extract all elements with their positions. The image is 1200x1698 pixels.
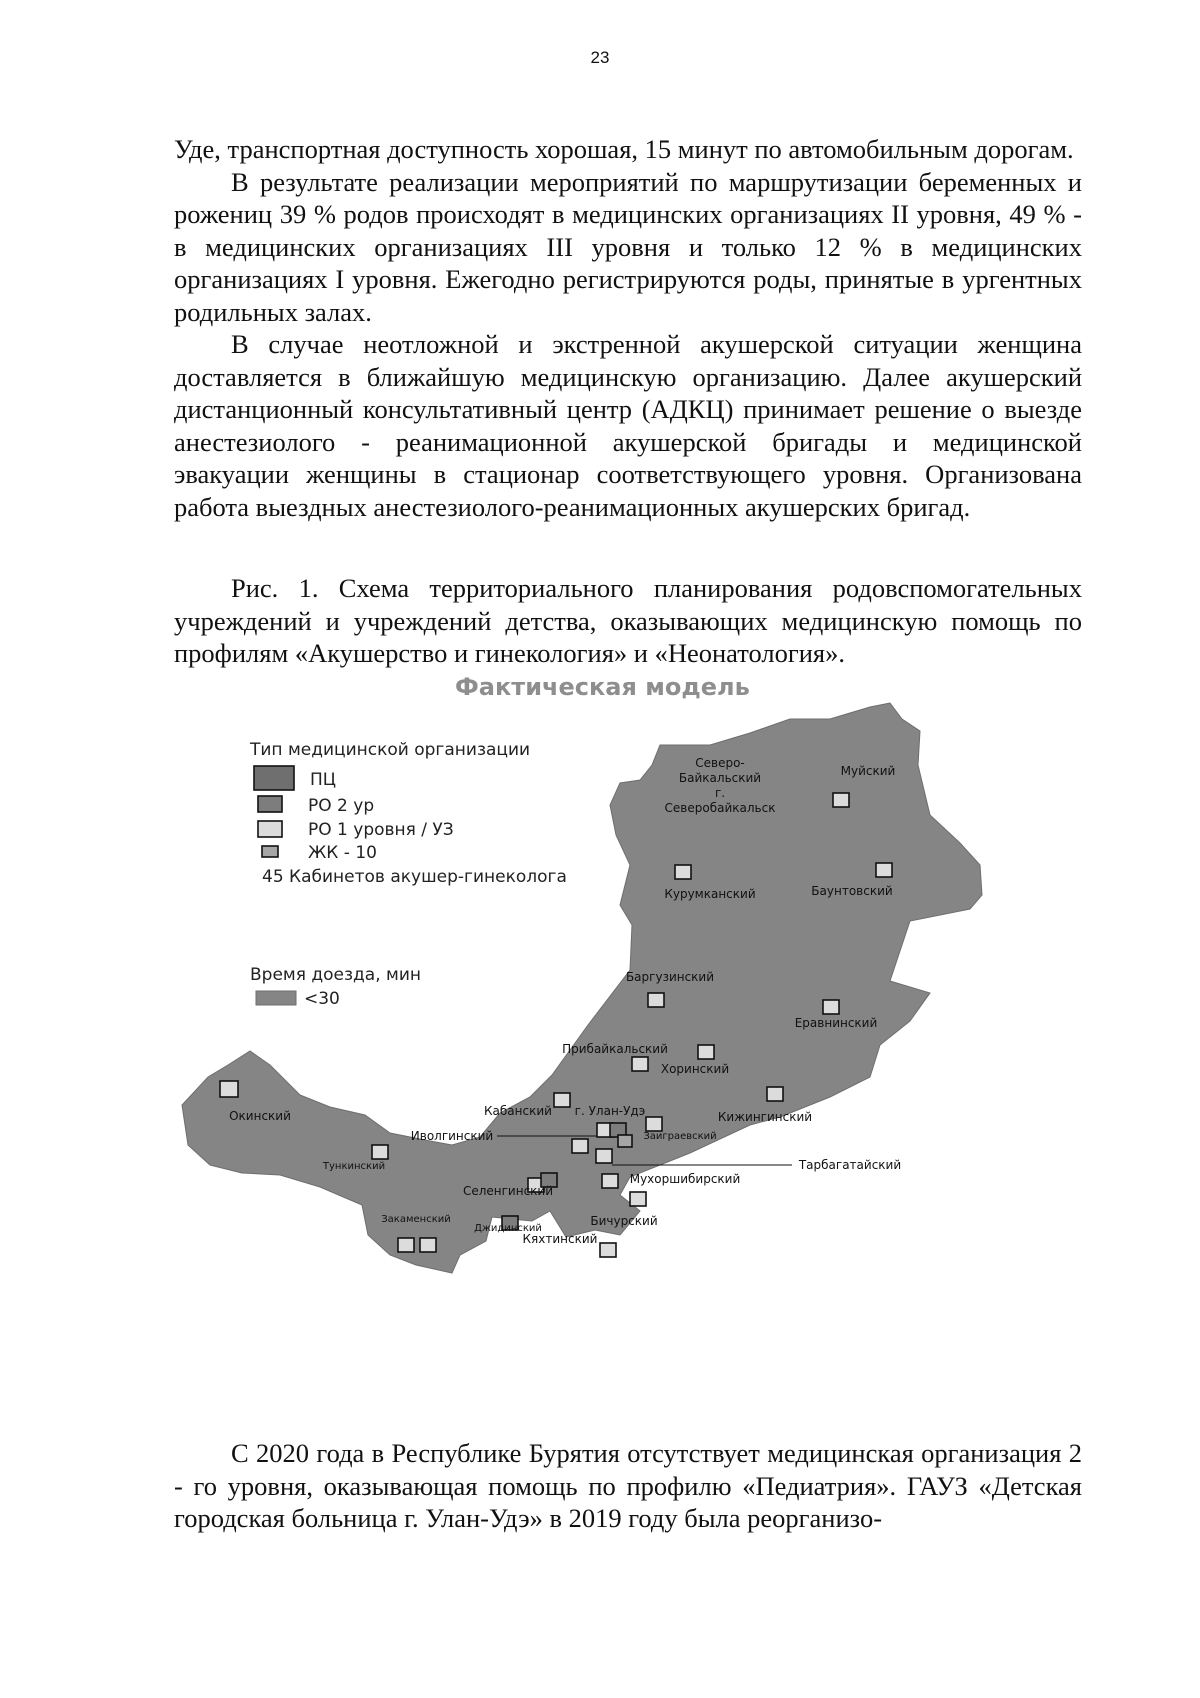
travel-label: <30	[304, 989, 340, 1009]
legend-cabinets: 45 Кабинетов акушер-гинеколога	[262, 867, 567, 887]
marker-zakamensky-1	[398, 1238, 414, 1252]
label-kabansky: Кабанский	[484, 1104, 552, 1118]
label-tunkinsky: Тункинский	[322, 1161, 386, 1172]
label-muysky: Муйский	[840, 764, 896, 778]
marker-khorinsky-box	[698, 1045, 714, 1059]
label-ulan-ude: г. Улан-Удэ	[574, 1104, 646, 1118]
label-barguzinsky: Баргузинский	[625, 970, 715, 984]
paragraph-3: В случае неотложной и экстренной акушерской ситуации женщина доставляется в ближайшую медицинскую организацию. Далее акушерский дистанционный консультативный центр (АДКЦ) принимает решение о выезде анестезиолого - реанимационной акушерской бригады и медицинской эвакуации женщины в стационар соответствующего уровня. Организована работа выездных анестезиолого-реанимационных акушерских бригад.	[174, 329, 1082, 522]
figure-caption-block	[174, 572, 1082, 670]
region-shape	[182, 703, 982, 1273]
label-okinsky: Окинский	[229, 1109, 291, 1123]
label-mukhorshibirsky: Мухоршибирский	[629, 1172, 741, 1186]
marker-kabansky	[554, 1093, 570, 1107]
legend-ro2-label: РО 2 ур	[308, 796, 375, 816]
marker-zakamensky-2	[420, 1238, 436, 1252]
label-selenginsky: Селенгинский	[462, 1184, 554, 1198]
label-bichursky: Бичурский	[590, 1214, 658, 1228]
label-tarbagataysky: Тарбагатайский	[798, 1158, 902, 1172]
label-severo-2: Байкальский	[678, 771, 762, 785]
text-bottom	[174, 1437, 1082, 1535]
marker-bichursky	[630, 1192, 646, 1206]
legend-pc-swatch	[254, 766, 294, 790]
marker-okinsky	[220, 1081, 238, 1097]
marker-mukhorshibirsky	[602, 1174, 618, 1188]
text-top	[174, 133, 1082, 523]
marker-pribaikalsky	[632, 1057, 648, 1071]
label-khorinsky: Хоринский	[660, 1062, 730, 1076]
legend-pc-label: ПЦ	[310, 770, 336, 790]
marker-kizhinginsky	[767, 1087, 783, 1101]
travel-swatch	[256, 991, 296, 1005]
legend-ro1-swatch	[258, 821, 282, 837]
label-zaigraevsky: Заиграевский	[643, 1131, 717, 1142]
map-title: Фактическая модель	[455, 673, 750, 701]
label-severo-3: г.	[714, 786, 726, 800]
marker-tarbagataysky	[596, 1149, 612, 1163]
legend-zhk-swatch	[262, 846, 278, 857]
marker-bauntovsky	[876, 863, 892, 877]
page-number: 23	[590, 48, 610, 67]
marker-kurumkansky	[675, 865, 691, 879]
map-svg	[190, 673, 1030, 1415]
marker-tunkinsky	[372, 1145, 388, 1159]
marker-muysky	[833, 793, 849, 807]
label-zakamensky: Закаменский	[381, 1214, 451, 1225]
paragraph-1: Уде, транспортная доступность хорошая, 15 минут по автомобильным дорогам.	[174, 134, 1074, 164]
paragraph-4: С 2020 года в Республике Бурятия отсутствует медицинская организация 2 - го уровня, оказывающая помощь по профилю «Педиатрия». ГАУЗ «Детская городская больница г. Улан-Удэ» в 2019 году была реорганизо-	[174, 1438, 1082, 1533]
marker-zaigraevsky	[646, 1117, 662, 1131]
figure-map	[190, 673, 1030, 1415]
label-dzhidinsky: Джидинский	[474, 1223, 542, 1234]
legend-zhk-label: ЖК - 10	[308, 843, 377, 863]
label-bauntovsky: Баунтовский	[811, 884, 893, 898]
marker-barguzinsky	[648, 993, 664, 1007]
label-kyakhtinsky: Кяхтинский	[522, 1232, 598, 1246]
label-eravninsky: Еравнинский	[794, 1016, 878, 1030]
marker-ulan-ude-zhk	[618, 1135, 632, 1147]
label-pribaikalsky: Прибайкальский	[562, 1042, 668, 1056]
label-severobaikalsk: Северобайкальск	[664, 801, 776, 815]
legend-ro2-swatch	[258, 796, 282, 812]
figure-caption: Рис. 1. Схема территориального планирования родовспомогательных учреждений и учреждений детства, оказывающих медицинскую помощь по профилям «Акушерство и гинекология» и «Неонатология».	[174, 573, 1082, 668]
marker-eravninsky	[823, 1000, 839, 1014]
label-ivolginsky: Иволгинский	[410, 1129, 494, 1143]
legend-heading: Тип медицинской организации	[250, 740, 531, 760]
label-severo-1: Северо-	[695, 756, 745, 770]
legend-ro1-label: РО 1 уровня / УЗ	[308, 820, 454, 840]
label-kurumkansky: Курумканский	[664, 887, 756, 901]
label-kizhinginsky: Кижингинский	[717, 1110, 813, 1124]
travel-heading: Время доезда, мин	[250, 965, 421, 985]
marker-kyakhtinsky	[600, 1243, 616, 1257]
marker-ivolginsky	[572, 1139, 588, 1153]
paragraph-2: В результате реализации мероприятий по маршрутизации беременных и рожениц 39 % родов происходят в медицинских организациях II уровня, 49 % - в медицинских организациях III уровня и только 12 % в медицинских организациях I уровня. Ежегодно регистрируются роды, принятые в ургентных родильных залах.	[174, 166, 1082, 327]
